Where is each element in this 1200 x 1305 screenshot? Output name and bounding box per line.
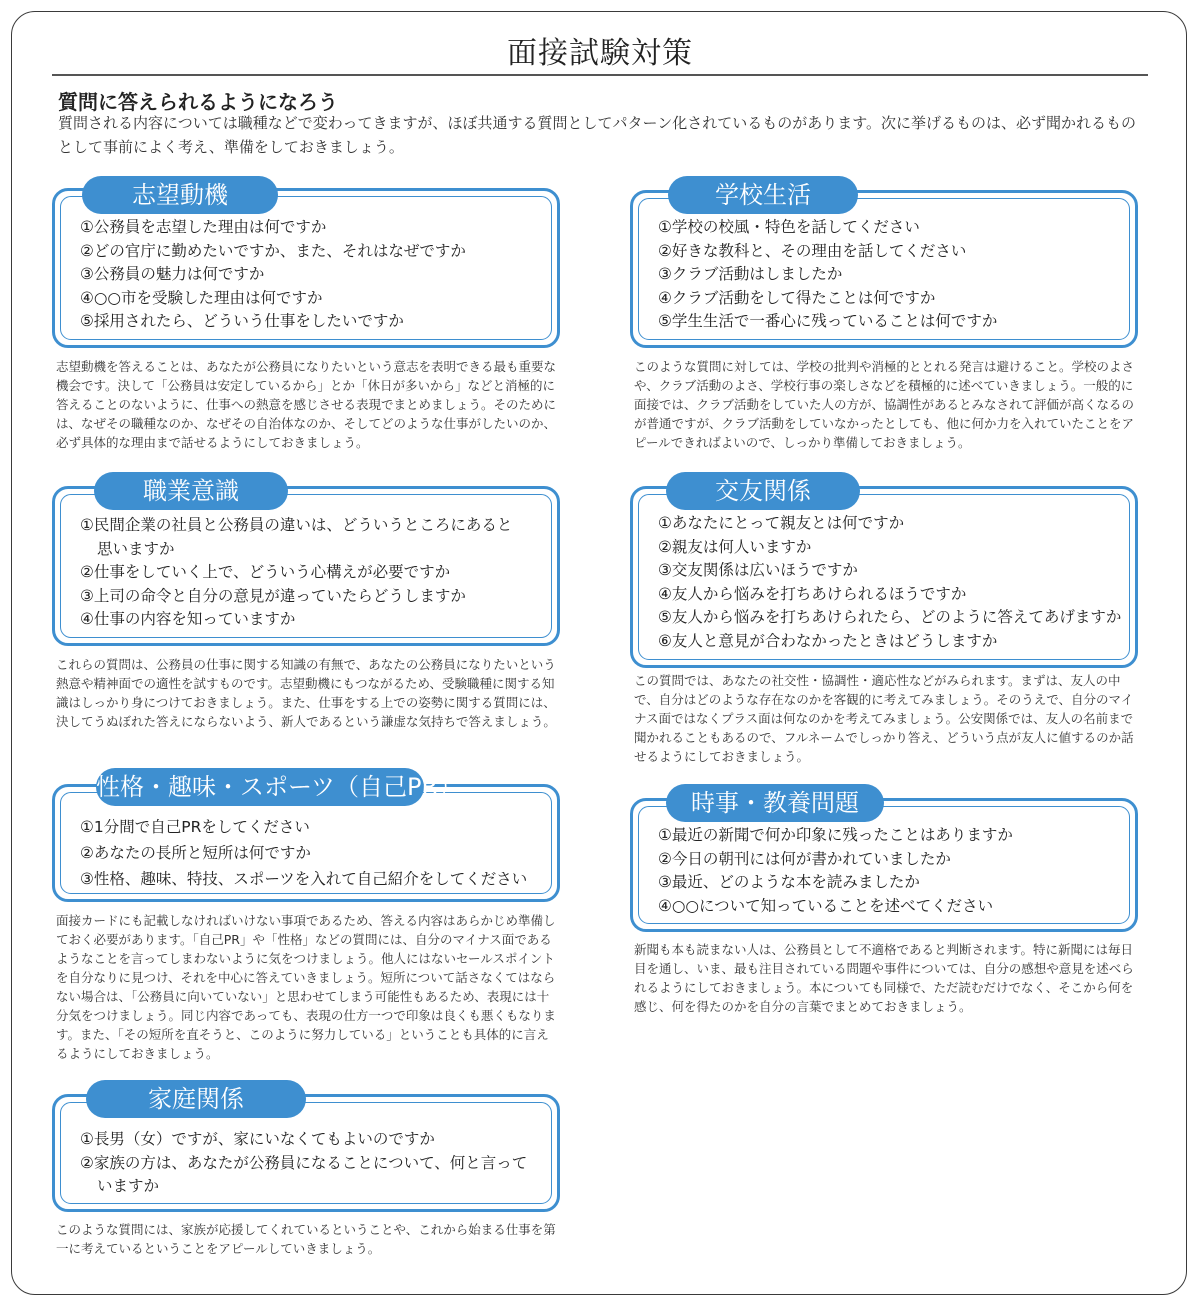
section-title-pill: 交友関係 (666, 472, 860, 510)
question-item: ①公務員を志望した理由は何ですか (80, 218, 327, 236)
section-katei-kankei (52, 1080, 560, 1260)
question-item: ②親友は何人いますか (658, 537, 812, 556)
section-description: 面接カードにも記載しなければいけない事項であるため、答える内容はあらかじめ準備しておく必要があります。「自己PR」や「性格」などの質問には、自分のマイナス面であるようなことを言ってしまわないように気をつけましょう。他人にはないセールスポイントを自分なりに見つけ、それを中心に答えていきましょう。短所について話さなくてはならない場合は、「公務員に向いていない」と思わせてしまう可能性もあるため、表現には十分気をつけましょう。同じ内容であっても、表現の仕方一つで印象は良くも悪くもなります。また、「その短所を直そうと、このように努力している」ということも具体的に言えるようにしておきましょう。 (56, 913, 556, 1061)
section-description: これらの質問は、公務員の仕事に関する知識の有無で、あなたの公務員になりたいという熱意や精神面での適性を試すものです。志望動機にもつながるため、受験職種に関する知識はしっかり身につけておきましょう。また、仕事をする上での姿勢に関する質問には、決してうぬぼれた答えにならないよう、新人であるという謙虚な気持ちで答えましょう。 (56, 657, 556, 729)
question-item: ③上司の命令と自分の意見が違っていたらどうしますか (80, 586, 466, 605)
question-item: ②あなたの長所と短所は何ですか (80, 844, 311, 862)
question-item: ②仕事をしていく上で、どういう心構えが必要ですか (80, 563, 451, 581)
question-item: いますか (97, 1177, 160, 1195)
title-divider (52, 74, 1148, 76)
question-item: ③交友関係は広いほうですか (658, 561, 858, 579)
question-item: ④仕事の内容を知っていますか (80, 610, 296, 628)
question-item: ④友人から悩みを打ちあけられるほうですか (658, 584, 967, 603)
section-title-pill: 学校生活 (668, 176, 858, 214)
question-item: ④○○市を受験した理由は何ですか (80, 288, 323, 307)
question-list (658, 512, 1124, 653)
question-item: ③性格、趣味、特技、スポーツを入れて自己紹介をしてください (80, 870, 528, 888)
section-jiji-kyouyou (630, 784, 1138, 1024)
question-item: ①学校の校風・特色を話してください (658, 218, 920, 236)
question-item: ④○○について知っていることを述べてください (658, 896, 994, 915)
question-list (658, 824, 1124, 918)
question-item: ①あなたにとって親友とは何ですか (658, 514, 905, 532)
section-title-pill: 志望動機 (82, 176, 278, 214)
question-list (80, 1128, 546, 1199)
question-item: ①最近の新聞で何か印象に残ったことはありますか (658, 826, 1013, 844)
question-list (80, 814, 546, 892)
question-item: 思いますか (97, 539, 175, 558)
intro-heading: 質問に答えられるようになろう (58, 90, 338, 114)
section-description: 志望動機を答えることは、あなたが公務員になりたいという意志を表明できる最も重要な機会です。決して「公務員は安定しているから」とか「休日が多いから」などと消極的に答えることのないように、仕事への熱意を感じさせる表現でまとめましょう。そのためには、なぜその職種なのか、なぜその自治体なのか、そしてどのような仕事がしたいのか、必ず具体的な理由まで話せるようにしておきましょう。 (56, 359, 557, 450)
question-item: ①長男（女）ですが、家にいなくてもよいのですか (80, 1130, 435, 1148)
section-title-pill: 性格・趣味・スポーツ（自己PR） (96, 768, 424, 806)
section-description: 新聞も本も読まない人は、公務員として不適格であると判断されます。特に新聞には毎日目を通し、いま、最も注目されている問題や事件については、自分の感想や意見を述べられるようにしておきましょう。本についても同様で、ただ読むだけでなく、そこから何を感じ、何を得たのかを自分の言葉でまとめておきましょう。 (634, 942, 1134, 1014)
section-description: このような質問には、家族が応援してくれているということや、これから始まる仕事を第一に考えているということをアピールしていきましょう。 (56, 1222, 556, 1256)
question-list (80, 514, 546, 632)
section-shibou-douki (52, 176, 560, 456)
question-item: ②どの官庁に勤めたいですか、また、それはなぜですか (80, 241, 466, 260)
question-list (658, 216, 1124, 334)
section-title-pill: 家庭関係 (86, 1080, 306, 1118)
question-item: ⑤学生生活で一番心に残っていることは何ですか (658, 312, 998, 330)
question-item: ③公務員の魅力は何ですか (80, 265, 265, 283)
question-item: ⑤採用されたら、どういう仕事をしたいですか (80, 312, 404, 330)
question-item: ⑤友人から悩みを打ちあけられたら、どのように答えてあげますか (658, 608, 1122, 626)
section-description: このような質問に対しては、学校の批判や消極的ととれる発言は避けること。学校のよさや、クラブ活動のよさ、学校行事の楽しさなどを積極的に述べていきましょう。一般的に面接では、クラブ活動をしていた人の方が、協調性があるとみなされて評価が高くなるのが普通ですが、クラブ活動をしていなかったとしても、他に何か力を入れていたことをアピールできればよいので、しっかり準備しておきましょう。 (634, 359, 1135, 450)
section-shokugyou-ishiki (52, 472, 560, 752)
question-item: ②家族の方は、あなたが公務員になることについて、何と言って (80, 1153, 528, 1172)
section-title-pill: 時事・教養問題 (666, 784, 884, 822)
section-kouyuu-kankei (630, 472, 1138, 772)
question-item: ③クラブ活動はしましたか (658, 265, 843, 283)
question-item: ①民間企業の社員と公務員の違いは、どういうところにあると (80, 516, 513, 534)
question-item: ①1分間で自己PRをしてください (80, 818, 310, 836)
question-item: ④クラブ活動をして得たことは何ですか (658, 288, 936, 307)
section-seikaku-shumi (52, 768, 560, 1068)
question-item: ②今日の朝刊には何が書かれていましたか (658, 849, 951, 868)
section-title-pill: 職業意識 (94, 472, 288, 510)
section-gakkou-seikatsu (630, 176, 1138, 456)
page-title: 面接試験対策 (507, 36, 693, 71)
section-description: この質問では、あなたの社交性・協調性・適応性などがみられます。まずは、友人の中で、自分はどのような存在なのかを客観的に考えてみましょう。そのうえで、自分のマイナス面ではなくプラス面は何なのかを考えてみましょう。公安関係では、友人の名前まで聞かれることもあるので、フルネームでしっかり答え、どういう点が友人に値するのか話せるようにしておきましょう。 (634, 673, 1134, 764)
question-item: ②好きな教科と、その理由を話してください (658, 241, 967, 260)
question-item: ③最近、どのような本を読みましたか (658, 873, 920, 891)
intro-text: 質問される内容については職種などで変わってきますが、ほぼ共通する質問としてパターン化されているものがあります。次に挙げるものは、必ず聞かれるものとして事前によく考え、準備をしておきましょう。 (58, 114, 1137, 156)
question-list (80, 216, 546, 334)
question-item: ⑥友人と意見が合わなかったときはどうしますか (658, 631, 998, 650)
